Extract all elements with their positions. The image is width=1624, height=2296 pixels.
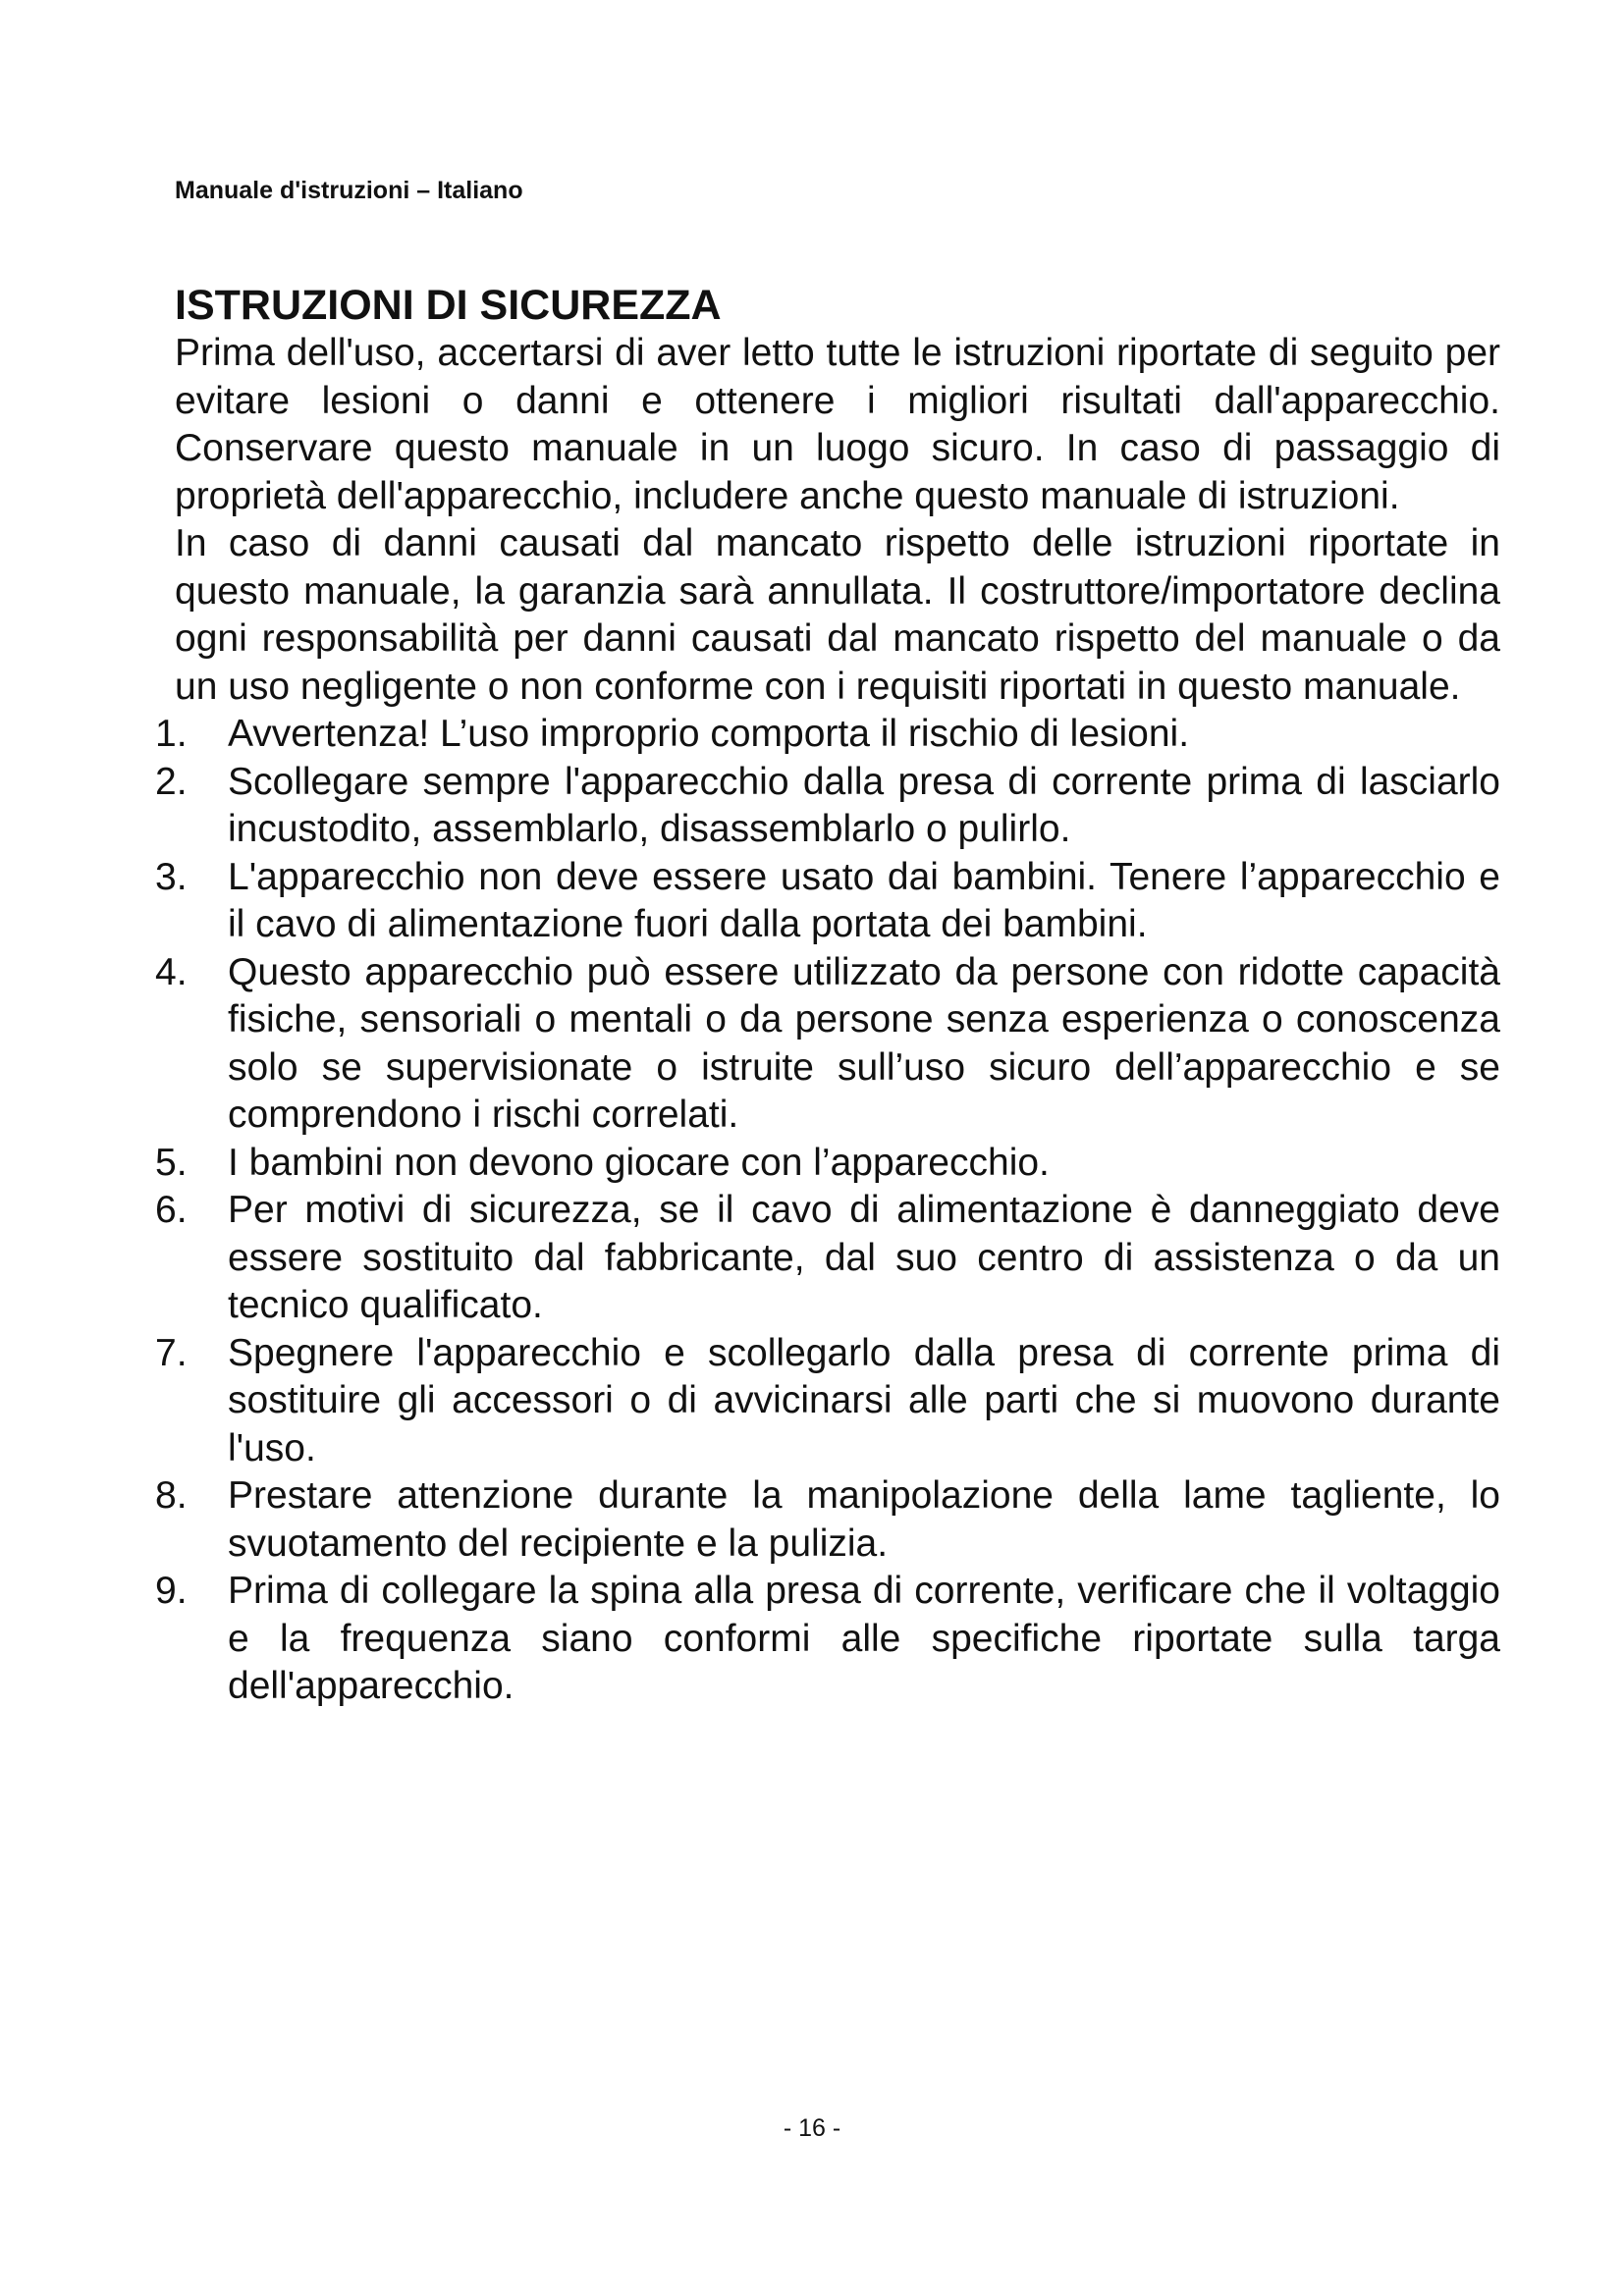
- list-item-text: Avvertenza! L’uso improprio comporta il rischio di lesioni.: [228, 713, 1190, 755]
- intro-paragraph: Prima dell'uso, accertarsi di aver letto tutte le istruzioni riportate di seguito per evitare lesioni o danni e ottenere i migliori risultati dall'apparecchio. Conservare questo manuale in un luogo sicuro. In caso di passaggio di proprietà dell'apparecchio, includere anche questo manuale di istruzioni.: [175, 332, 1500, 517]
- safety-section: [155, 281, 1500, 1711]
- list-item-text: Scollegare sempre l'apparecchio dalla presa di corrente prima di lasciarlo incustodito, assemblarlo, disassemblarlo o pulirlo.: [228, 760, 1500, 850]
- list-item: [155, 1187, 1500, 1330]
- list-item-number: 6.: [155, 1189, 188, 1231]
- list-item-number: 5.: [155, 1141, 188, 1184]
- list-item: [155, 1330, 1500, 1473]
- list-item-number: 2.: [155, 760, 188, 803]
- list-item-number: 7.: [155, 1331, 188, 1374]
- list-item: [155, 759, 1500, 854]
- page-number: - 16 -: [783, 2114, 841, 2142]
- list-item: [155, 711, 1500, 759]
- list-item: [155, 1140, 1500, 1188]
- section-title: ISTRUZIONI DI SICUREZZA: [175, 282, 722, 329]
- list-item-number: 8.: [155, 1474, 188, 1517]
- list-item: [155, 1472, 1500, 1568]
- list-item-text: L'apparecchio non deve essere usato dai bambini. Tenere l’apparecchio e il cavo di alimentazione fuori dalla portata dei bambini.: [228, 855, 1500, 945]
- list-item-number: 9.: [155, 1570, 188, 1612]
- list-item-number: 3.: [155, 855, 188, 898]
- list-item-text: I bambini non devono giocare con l’apparecchio.: [228, 1141, 1050, 1184]
- list-item-text: Prima di collegare la spina alla presa di corrente, verificare che il voltaggio e la frequenza siano conformi alle specifiche riportate sulla targa dell'apparecchio.: [228, 1570, 1500, 1707]
- running-header: Manuale d'istruzioni – Italiano: [175, 177, 523, 204]
- list-item-text: Spegnere l'apparecchio e scollegarlo dalla presa di corrente prima di sostituire gli accessori o di avvicinarsi alle parti che si muovono durante l'uso.: [228, 1331, 1500, 1469]
- list-item-text: Per motivi di sicurezza, se il cavo di alimentazione è danneggiato deve essere sostituito dal fabbricante, dal suo centro di assistenza o da un tecnico qualificato.: [228, 1189, 1500, 1326]
- list-item-text: Questo apparecchio può essere utilizzato da persone con ridotte capacità fisiche, sensoriali o mentali o da persone senza esperienza o conoscenza solo se supervisionate o istruite sull’uso sicuro dell’apparecchio e se comprendono i rischi correlati.: [228, 950, 1500, 1136]
- list-item-number: 4.: [155, 950, 188, 993]
- safety-instructions-list: [155, 711, 1500, 1711]
- list-item: [155, 854, 1500, 949]
- list-item: [155, 949, 1500, 1140]
- list-item-number: 1.: [155, 713, 188, 755]
- list-item-text: Prestare attenzione durante la manipolazione della lame tagliente, lo svuotamento del recipiente e la pulizia.: [228, 1474, 1500, 1565]
- warranty-paragraph: In caso di danni causati dal mancato rispetto delle istruzioni riportate in questo manuale, la garanzia sarà annullata. Il costruttore/importatore declina ogni responsabilità per danni causati dal mancato rispetto del manuale o da un uso negligente o non conforme con i requisiti riportati in questo manuale.: [175, 522, 1500, 708]
- list-item: [155, 1568, 1500, 1711]
